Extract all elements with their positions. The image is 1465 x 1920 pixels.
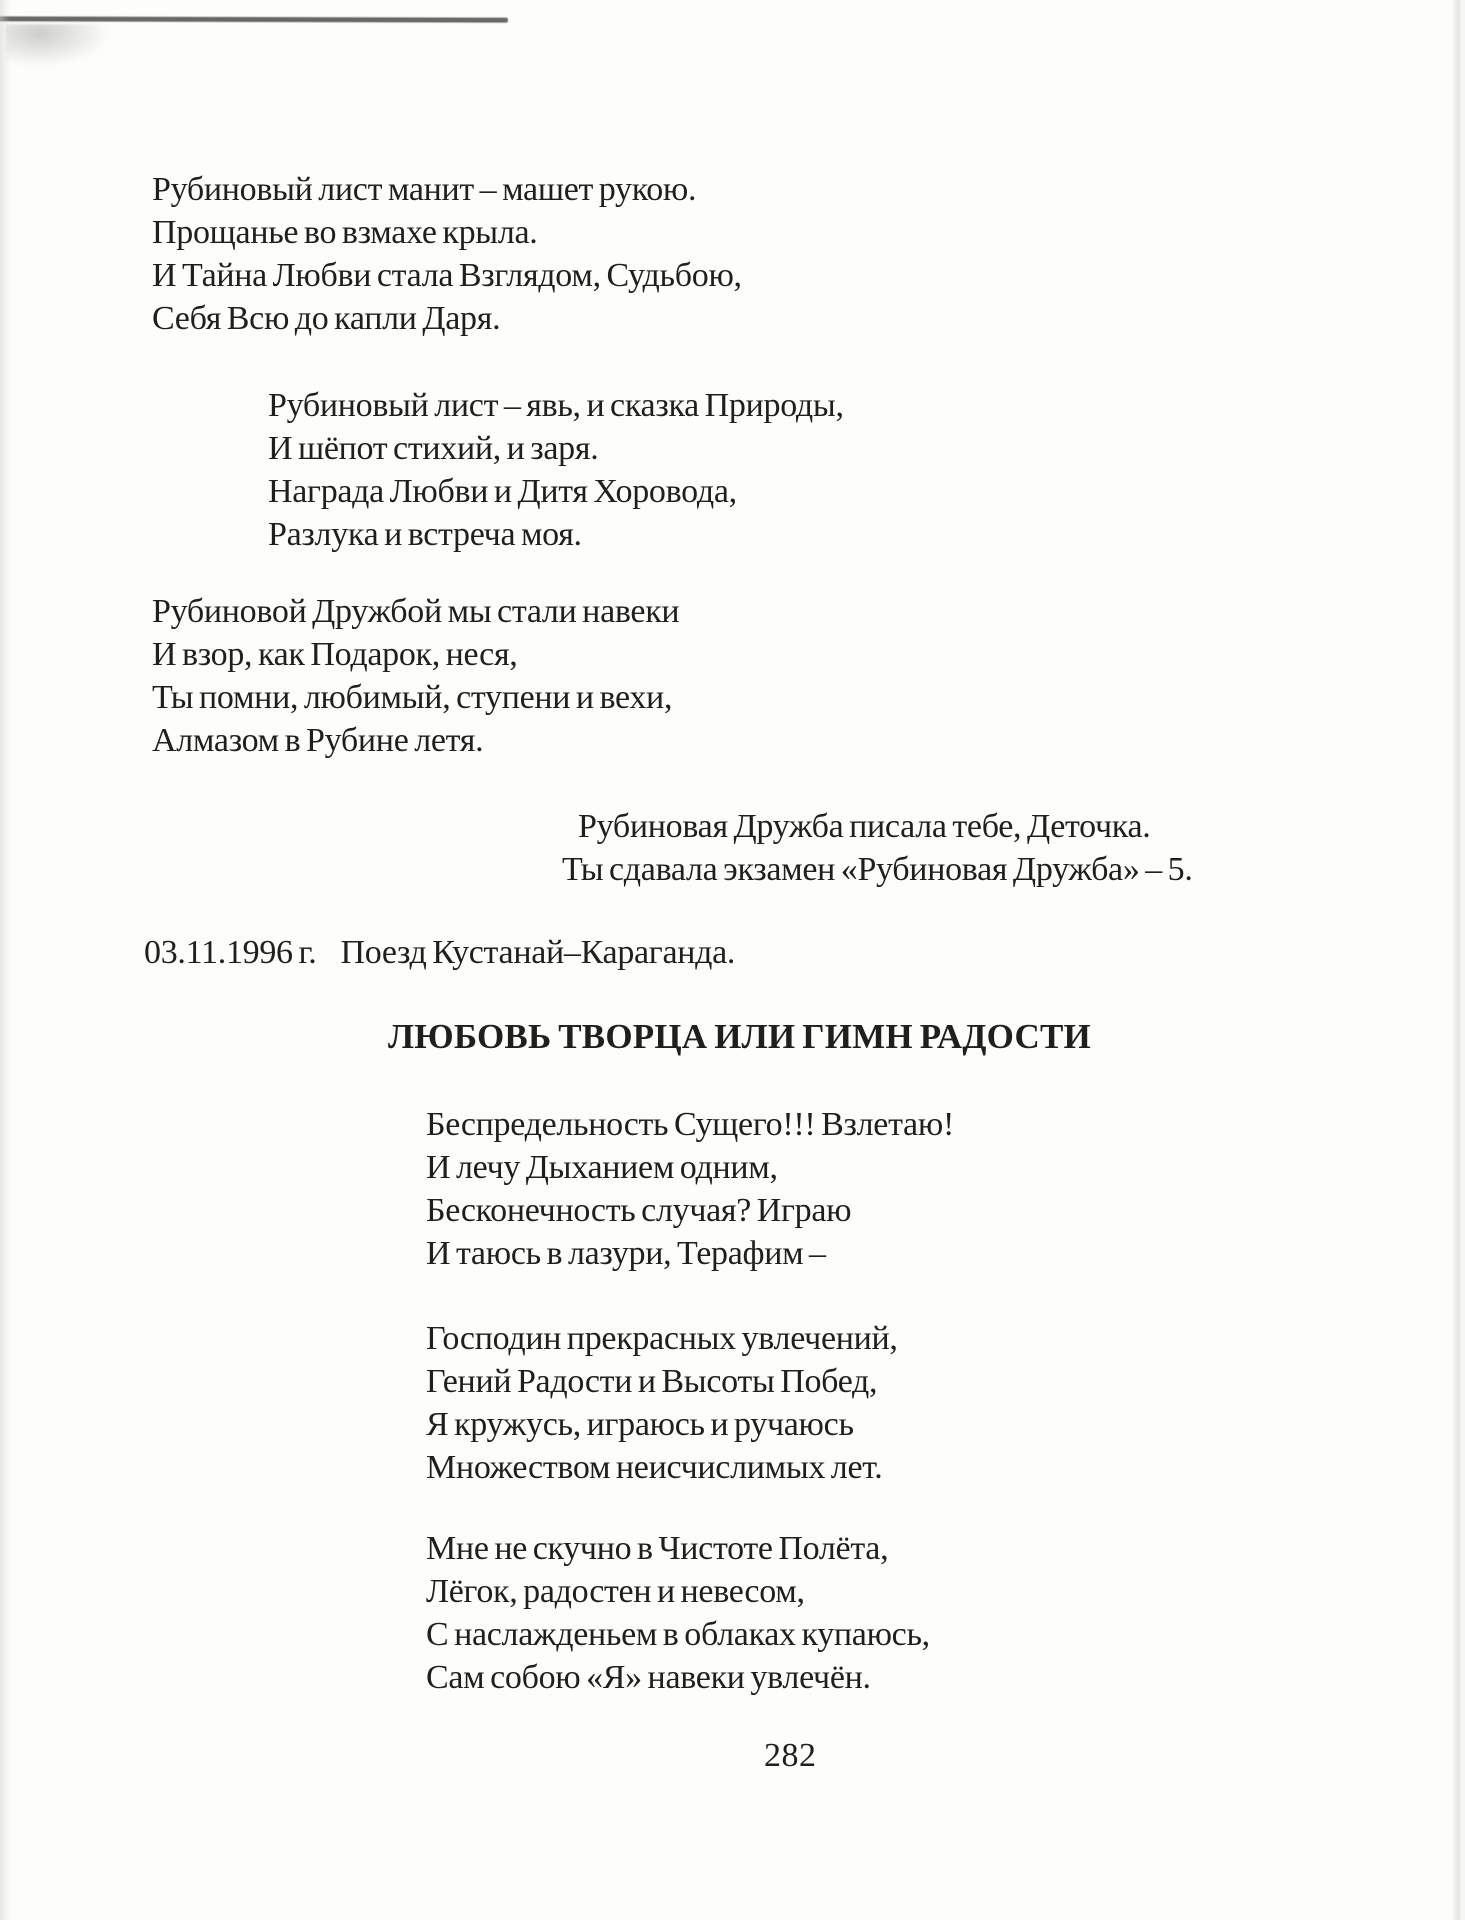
poem-line: И взор, как Подарок, неся, [152,636,518,673]
poem-line: Рубиновый лист манит – машет рукою. [152,171,697,208]
poem1-stanza-2 [268,384,844,556]
poem-line: Рубиновой Дружбой мы стали навеки [152,593,680,630]
scan-artifact-right-edge [1451,0,1465,1920]
poem2-title: ЛЮБОВЬ ТВОРЦА ИЛИ ГИМН РАДОСТИ [388,1017,1091,1056]
poem-line: Алмазом в Рубине летя. [152,722,484,759]
scan-artifact-left-edge [0,0,10,1920]
poem-line: И лечу Дыханием одним, [426,1149,778,1186]
poem-line: Господин прекрасных увлечений, [426,1320,898,1357]
scan-artifact-smudge [6,24,116,70]
poem-line: И Тайна Любви стала Взглядом, Судьбою, [152,257,742,294]
poem2-stanza-3 [426,1527,930,1699]
dateline [144,931,735,974]
page-number: 282 [764,1737,817,1774]
poem-line: Множеством неисчислимых лет. [426,1449,883,1486]
poem1-dedication [562,805,1193,891]
scan-artifact-top-line [0,16,508,22]
poem-line: Награда Любви и Дитя Хоровода, [268,473,737,510]
poem-line: И таюсь в лазури, Терафим – [426,1235,826,1272]
dateline-date: 03.11.1996 г. [144,934,317,971]
poem-line: Гений Радости и Высоты Побед, [426,1363,878,1400]
poem-line: Я кружусь, играюсь и ручаюсь [426,1406,854,1443]
poem-line: Ты помни, любимый, ступени и вехи, [152,679,673,716]
poem-line: Сам собою «Я» навеки увлечён. [426,1659,871,1696]
poem1-stanza-1 [152,168,742,340]
poem1-stanza-3 [152,590,679,762]
poem2-stanza-1 [426,1103,954,1275]
poem-line: Ты сдавала экзамен «Рубиновая Дружба» – 5. [562,851,1193,888]
poem-line: Бесконечность случая? Играю [426,1192,852,1229]
poem-line: Прощанье во взмахе крыла. [152,214,538,251]
poem-line: Разлука и встреча моя. [268,516,582,553]
poem-line: И шёпот стихий, и заря. [268,430,599,467]
poem-line: Рубиновая Дружба писала тебе, Деточка. [578,808,1151,845]
dateline-place: Поезд Кустанай–Караганда. [340,934,736,971]
poem-line: Рубиновый лист – явь, и сказка Природы, [268,387,844,424]
poem-line: Беспредельность Сущего!!! Взлетаю! [426,1106,954,1143]
poem2-stanza-2 [426,1317,898,1489]
poem-line: Себя Всю до капли Даря. [152,300,501,337]
poem-line: С наслажденьем в облаках купаюсь, [426,1616,930,1653]
poem-line: Лёгок, радостен и невесом, [426,1573,805,1610]
poem-line: Мне не скучно в Чистоте Полёта, [426,1530,889,1567]
